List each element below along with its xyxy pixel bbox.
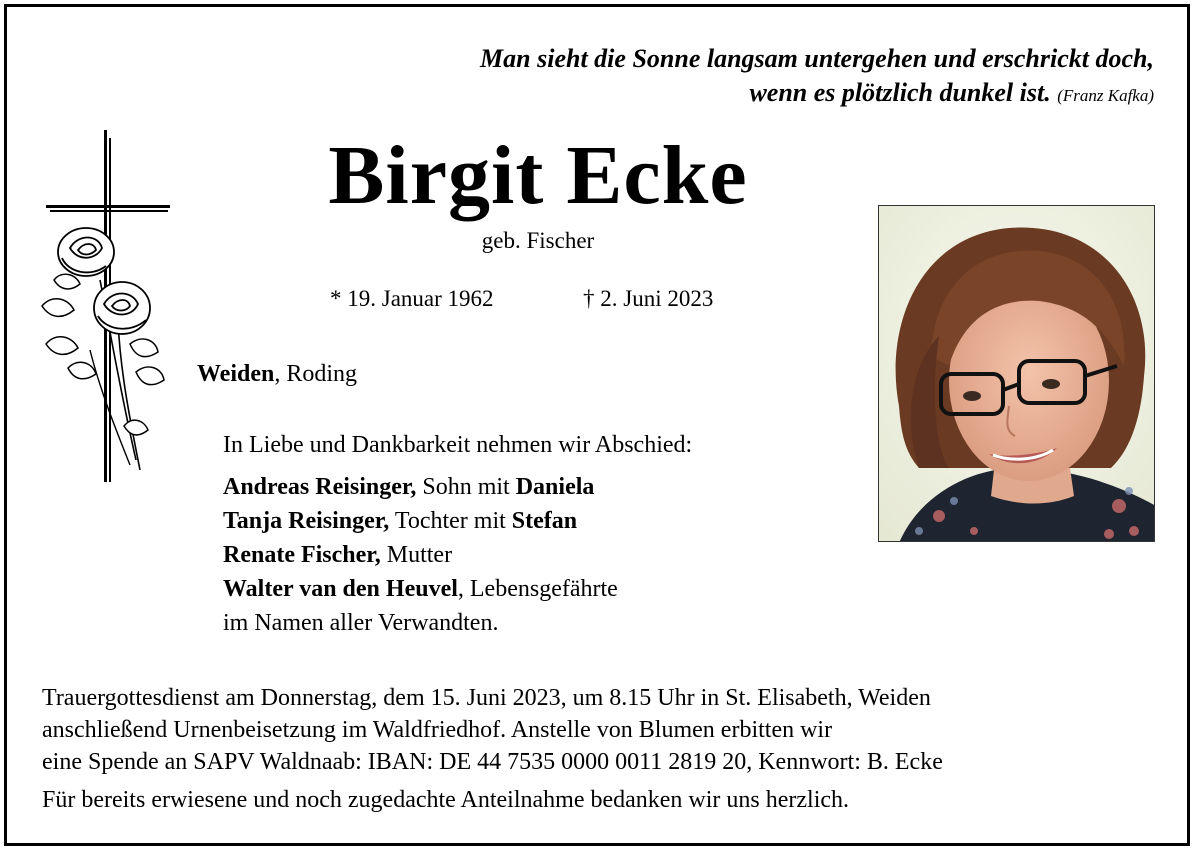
place-rest: , Roding	[274, 361, 358, 387]
maiden-name: geb. Fischer	[481, 228, 595, 253]
portrait-photo	[878, 205, 1155, 542]
mourner-line	[223, 538, 618, 572]
places	[197, 361, 357, 388]
portrait-illustration	[879, 206, 1155, 542]
mourner-relation: Sohn mit	[416, 474, 516, 500]
mourner-line	[223, 504, 618, 538]
mourner-relation: Tochter mit	[389, 508, 512, 534]
mourner-line	[223, 470, 618, 504]
quote-line-2	[480, 76, 1154, 113]
mourner-relation: , Lebensgefährte	[457, 576, 618, 602]
service-info	[42, 682, 943, 816]
mourner-name: Tanja Reisinger,	[223, 508, 390, 534]
birth-date: * 19. Januar 1962	[330, 286, 494, 311]
mourner-partner: Stefan	[511, 508, 578, 534]
thanks-line: Für bereits erwiesene und noch zugedachte Anteilnahme bedanken wir uns herzlich.	[42, 787, 850, 813]
mourner-partner: Daniela	[515, 474, 595, 500]
death-date: † 2. Juni 2023	[583, 286, 714, 311]
quote-block	[480, 42, 1154, 113]
mourner-line	[223, 572, 618, 606]
quote-line-1: Man sieht die Sonne langsam untergehen und erschrickt doch,	[480, 44, 1154, 73]
service-line-3: eine Spende an SAPV Waldnaab: IBAN: DE 44 7535 0000 0011 2819 20, Kennwort: B. Ecke	[42, 749, 943, 775]
deceased-name: Birgit Ecke	[328, 129, 748, 222]
quote-line-2-text: wenn es plötzlich dunkel ist.	[749, 78, 1051, 107]
mourner-name: Walter van den Heuvel	[223, 576, 458, 602]
service-line-2: anschließend Urnenbeisetzung im Waldfriedhof. Anstelle von Blumen erbitten wir	[42, 717, 833, 743]
mourner-name: Renate Fischer,	[223, 542, 381, 568]
quote-author: (Franz Kafka)	[1057, 86, 1154, 105]
mourner-relation: Mutter	[380, 542, 453, 568]
mourner-name: Andreas Reisinger,	[223, 474, 417, 500]
farewell-intro: In Liebe und Dankbarkeit nehmen wir Abschied:	[223, 432, 693, 458]
place-main: Weiden	[197, 361, 275, 387]
mourner-closing: im Namen aller Verwandten.	[223, 610, 499, 636]
mourner-list	[223, 470, 618, 640]
service-line-1: Trauergottesdienst am Donnerstag, dem 15. Juni 2023, um 8.15 Uhr in St. Elisabeth, Weiden	[42, 685, 931, 711]
